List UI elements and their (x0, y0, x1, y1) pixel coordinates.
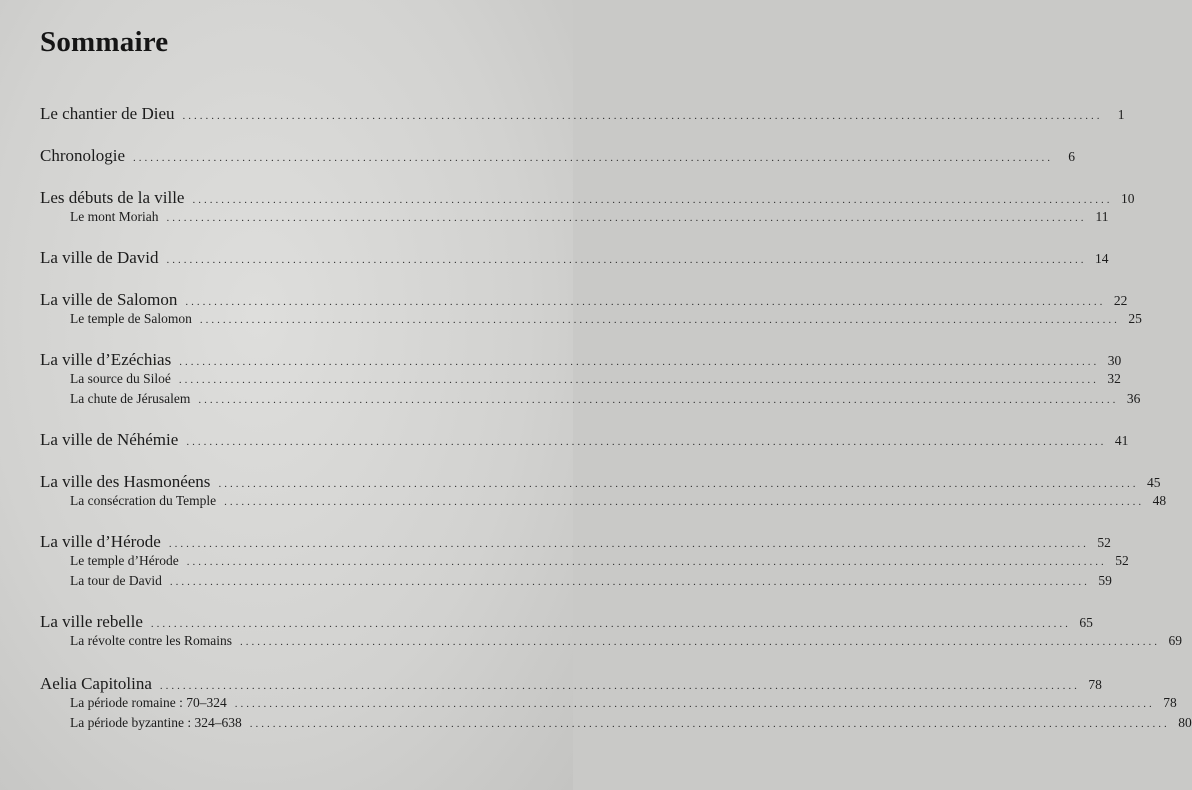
dot-leader: ................................................................................................................................................................ (186, 436, 1107, 448)
dot-leader: ................................................................................................................................................................ (198, 394, 1119, 406)
entry-title: La ville rebelle (40, 612, 143, 631)
toc-group (40, 430, 1129, 451)
toc-chapter-entry (40, 674, 1102, 695)
toc-section-entry (40, 633, 1182, 653)
page-number: 45 (1146, 475, 1161, 490)
toc-section-entry (40, 493, 1167, 513)
dot-leader: ................................................................................................................................................................ (179, 356, 1100, 368)
dot-leader: ................................................................................................................................................................ (178, 374, 1099, 386)
page-number: 1 (1117, 107, 1125, 122)
dot-leader: ................................................................................................................................................................ (185, 296, 1106, 308)
entry-title: Le chantier de Dieu (40, 104, 175, 123)
entry-title: Chronologie (40, 146, 125, 165)
toc-section-entry (40, 311, 1142, 331)
dot-leader: ................................................................................................................................................................ (166, 254, 1087, 266)
page-title: Sommaire (40, 26, 169, 58)
entry-title: Le temple de Salomon (70, 311, 192, 326)
entry-title: Le temple d’Hérode (70, 553, 179, 568)
toc-group (40, 104, 1125, 125)
toc-group (40, 674, 1192, 735)
page-number: 10 (1120, 191, 1135, 206)
dot-leader: ................................................................................................................................................................ (168, 538, 1089, 550)
dot-leader: ................................................................................................................................................................ (169, 576, 1090, 588)
entry-title: Aelia Capitolina (40, 674, 152, 693)
toc-section-entry (40, 715, 1192, 735)
toc-section-entry (40, 371, 1121, 391)
page-number: 22 (1113, 293, 1128, 308)
toc-chapter-entry (40, 532, 1111, 553)
dot-leader: ................................................................................................................................................................ (150, 618, 1071, 630)
toc-section-entry (40, 209, 1109, 229)
dot-leader: ................................................................................................................................................................ (166, 212, 1087, 224)
dot-leader: ................................................................................................................................................................ (186, 556, 1107, 568)
page-number: 14 (1095, 251, 1109, 266)
entry-title: Le mont Moriah (70, 209, 159, 224)
toc-chapter-entry (40, 248, 1109, 269)
page-number: 59 (1098, 573, 1112, 588)
toc-group (40, 248, 1109, 269)
toc-chapter-entry (40, 472, 1161, 493)
page-number: 52 (1097, 535, 1111, 550)
toc-group (40, 290, 1142, 331)
page-number: 78 (1163, 695, 1177, 710)
entry-title: La période romaine : 70–324 (70, 695, 227, 710)
toc-chapter-entry (40, 290, 1128, 311)
toc-chapter-entry (40, 430, 1129, 451)
toc-group (40, 350, 1141, 411)
toc-group (40, 612, 1182, 653)
dot-leader: ................................................................................................................................................................ (218, 478, 1139, 490)
entry-title: La ville de Salomon (40, 290, 178, 309)
entry-title: La chute de Jérusalem (70, 391, 191, 406)
page-number: 32 (1107, 371, 1121, 386)
entry-title: La source du Siloé (70, 371, 171, 386)
toc-group (40, 146, 1075, 167)
toc-section-entry (40, 695, 1177, 715)
page-number: 48 (1152, 493, 1167, 508)
entry-title: La consécration du Temple (70, 493, 217, 508)
page-number: 65 (1079, 615, 1093, 630)
toc-group (40, 472, 1167, 513)
entry-title: La ville de David (40, 248, 159, 267)
dot-leader: ................................................................................................................................................................ (159, 680, 1080, 692)
dot-leader: ................................................................................................................................................................ (224, 496, 1145, 508)
entry-title: La révolte contre les Romains (70, 633, 232, 648)
page-number: 69 (1168, 633, 1182, 648)
dot-leader: ................................................................................................................................................................ (133, 152, 1053, 164)
page-number: 52 (1115, 553, 1129, 568)
entry-title: La ville d’Hérode (40, 532, 161, 551)
toc-chapter-entry (40, 188, 1135, 209)
toc-section-entry (40, 553, 1129, 573)
page-number: 80 (1178, 715, 1192, 730)
page-number: 6 (1068, 149, 1075, 164)
entry-title: La ville d’Ezéchias (40, 350, 172, 369)
dot-leader: ................................................................................................................................................................ (192, 194, 1113, 206)
toc-group (40, 532, 1129, 593)
entry-title: La période byzantine : 324–638 (70, 715, 242, 730)
toc-chapter-entry (40, 612, 1093, 633)
toc-chapter-entry (40, 146, 1075, 167)
toc-chapter-entry (40, 350, 1122, 371)
dot-leader: ................................................................................................................................................................ (249, 718, 1170, 730)
toc-group (40, 188, 1135, 229)
page-number: 30 (1107, 353, 1122, 368)
dot-leader: ................................................................................................................................................................ (199, 314, 1120, 326)
page-number: 25 (1128, 311, 1142, 326)
page-number: 78 (1088, 677, 1102, 692)
entry-title: La ville de Néhémie (40, 430, 179, 449)
entry-title: Les débuts de la ville (40, 188, 185, 207)
toc-section-entry (40, 391, 1141, 411)
dot-leader: ................................................................................................................................................................ (182, 110, 1103, 122)
toc-section-entry (40, 573, 1112, 593)
toc-chapter-entry (40, 104, 1125, 125)
page-number: 36 (1126, 391, 1141, 406)
entry-title: La tour de David (70, 573, 162, 588)
entry-title: La ville des Hasmonéens (40, 472, 211, 491)
page-number: 11 (1095, 209, 1109, 224)
dot-leader: ................................................................................................................................................................ (239, 636, 1160, 648)
dot-leader: ................................................................................................................................................................ (234, 698, 1155, 710)
page-number: 41 (1114, 433, 1129, 448)
